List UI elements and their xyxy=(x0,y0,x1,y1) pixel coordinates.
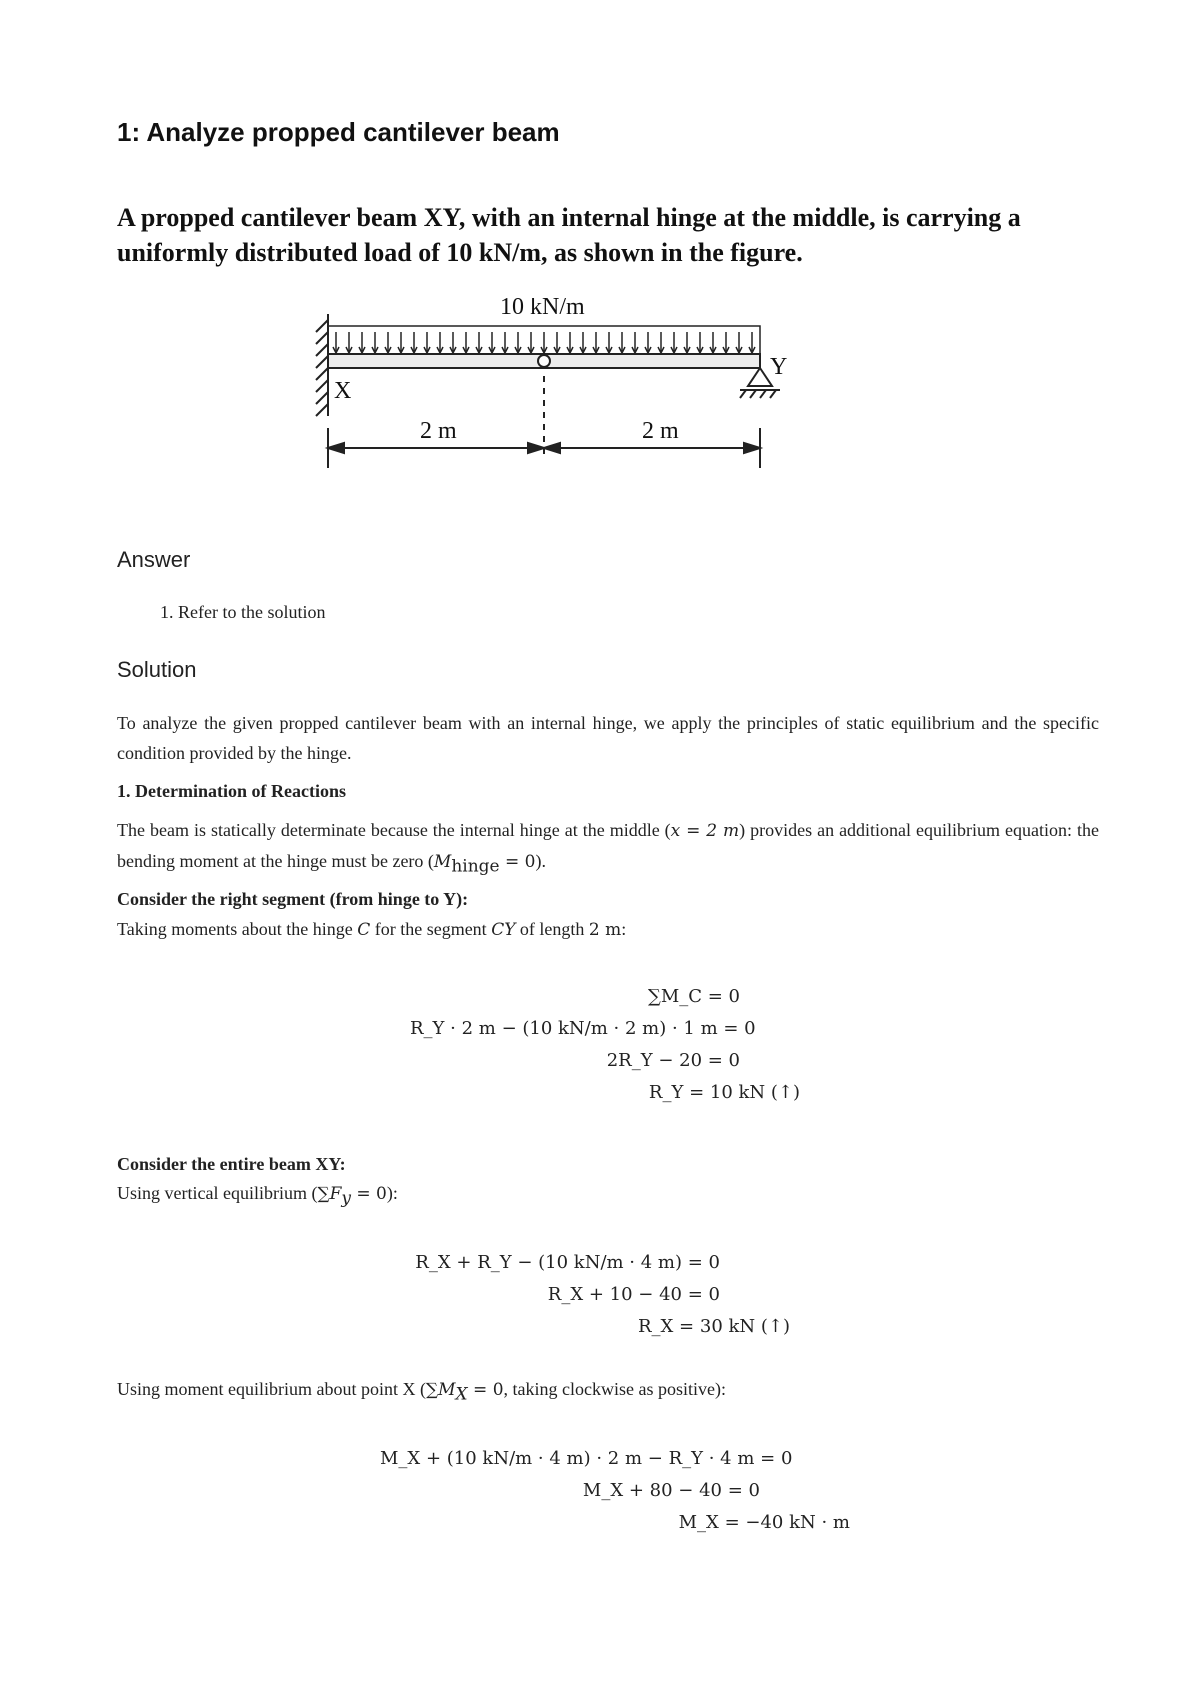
answer-heading: Answer xyxy=(117,547,191,572)
right-span-label: 2 m xyxy=(642,418,679,444)
math-x: x = 2 m xyxy=(670,821,740,841)
text-span: : xyxy=(621,919,627,939)
text-span: ) provides an additional equilibrium equation: the bending moment at the hinge must be zero ( xyxy=(117,820,1099,871)
math-len: 2 m xyxy=(588,920,622,940)
udl-tick-group xyxy=(333,332,755,353)
label-x: X xyxy=(334,378,352,404)
text-span: Using vertical equilibrium ( xyxy=(117,1183,318,1203)
math-cy: CY xyxy=(491,920,516,940)
left-span-label: 2 m xyxy=(420,418,457,444)
entire-beam-heading: Consider the entire beam XY: xyxy=(117,1154,346,1174)
math-eq: = 0 xyxy=(467,1380,504,1400)
text-span: , taking clockwise as positive): xyxy=(503,1379,726,1399)
equation-line: R_X = 30 kN (↑) xyxy=(637,1316,790,1337)
equation-line: ∑M_C = 0 xyxy=(647,986,740,1007)
text-span: ). xyxy=(535,851,546,871)
equation-line: R_X + 10 − 40 = 0 xyxy=(547,1284,720,1305)
equation-line: M_X = −40 kN · m xyxy=(678,1512,850,1533)
math-c: C xyxy=(357,920,371,940)
problem-statement: A propped cantilever beam XY, with an internal hinge at the middle, is carrying a uniformly distributed load of 10 kN/m, as shown in the figure. xyxy=(117,203,1021,267)
text-span: ): xyxy=(386,1183,398,1203)
fixed-support-x xyxy=(316,314,328,416)
math-m: M xyxy=(433,852,452,872)
label-y: Y xyxy=(770,354,788,380)
determinate-paragraph xyxy=(117,815,1099,882)
math-sum-f: ∑F xyxy=(317,1184,342,1204)
beam-figure xyxy=(112,298,1042,520)
text-span: for the segment xyxy=(370,919,492,939)
dimension-lines xyxy=(328,428,760,468)
moment-equilibrium-text xyxy=(117,1374,1099,1410)
solution-intro: To analyze the given propped cantilever beam with an internal hinge, we apply the principles of static equilibrium and the specific condition provided by the hinge. xyxy=(117,713,1099,763)
text-span: The beam is statically determinate because the internal hinge at the middle ( xyxy=(117,820,671,840)
equation-line: 2R_Y − 20 = 0 xyxy=(606,1050,740,1071)
section-heading-reactions: 1. Determination of Reactions xyxy=(117,781,346,801)
equation-line: R_X + R_Y − (10 kN/m · 4 m) = 0 xyxy=(415,1252,720,1273)
equation-line: R_Y · 2 m − (10 kN/m · 2 m) · 1 m = 0 xyxy=(410,1018,756,1039)
page-title: 1: Analyze propped cantilever beam xyxy=(117,117,560,147)
math-sum-m: ∑M xyxy=(425,1380,456,1400)
equation-line: R_Y = 10 kN (↑) xyxy=(648,1082,800,1103)
load-label: 10 kN/m xyxy=(500,298,585,320)
internal-hinge xyxy=(538,355,550,367)
math-sub: X xyxy=(455,1384,468,1405)
math-sub: hinge xyxy=(451,856,500,877)
text-span: of length xyxy=(515,919,589,939)
right-segment-heading: Consider the right segment (from hinge to Y): xyxy=(117,889,469,909)
right-segment-text xyxy=(117,914,1099,945)
text-span: Using moment equilibrium about point X ( xyxy=(117,1379,426,1399)
answer-list xyxy=(160,602,325,623)
math-eq: = 0 xyxy=(351,1184,387,1204)
text-span: Taking moments about the hinge xyxy=(117,919,358,939)
math-sub: y xyxy=(341,1188,351,1209)
equation-line: M_X + 80 − 40 = 0 xyxy=(582,1480,760,1501)
math-eq: = 0 xyxy=(499,852,536,872)
solution-heading: Solution xyxy=(117,657,197,682)
answer-item: 1. Refer to the solution xyxy=(160,602,326,622)
vertical-equilibrium-text xyxy=(117,1178,1099,1214)
equation-line: M_X + (10 kN/m · 4 m) · 2 m − R_Y · 4 m = 0 xyxy=(380,1448,793,1469)
